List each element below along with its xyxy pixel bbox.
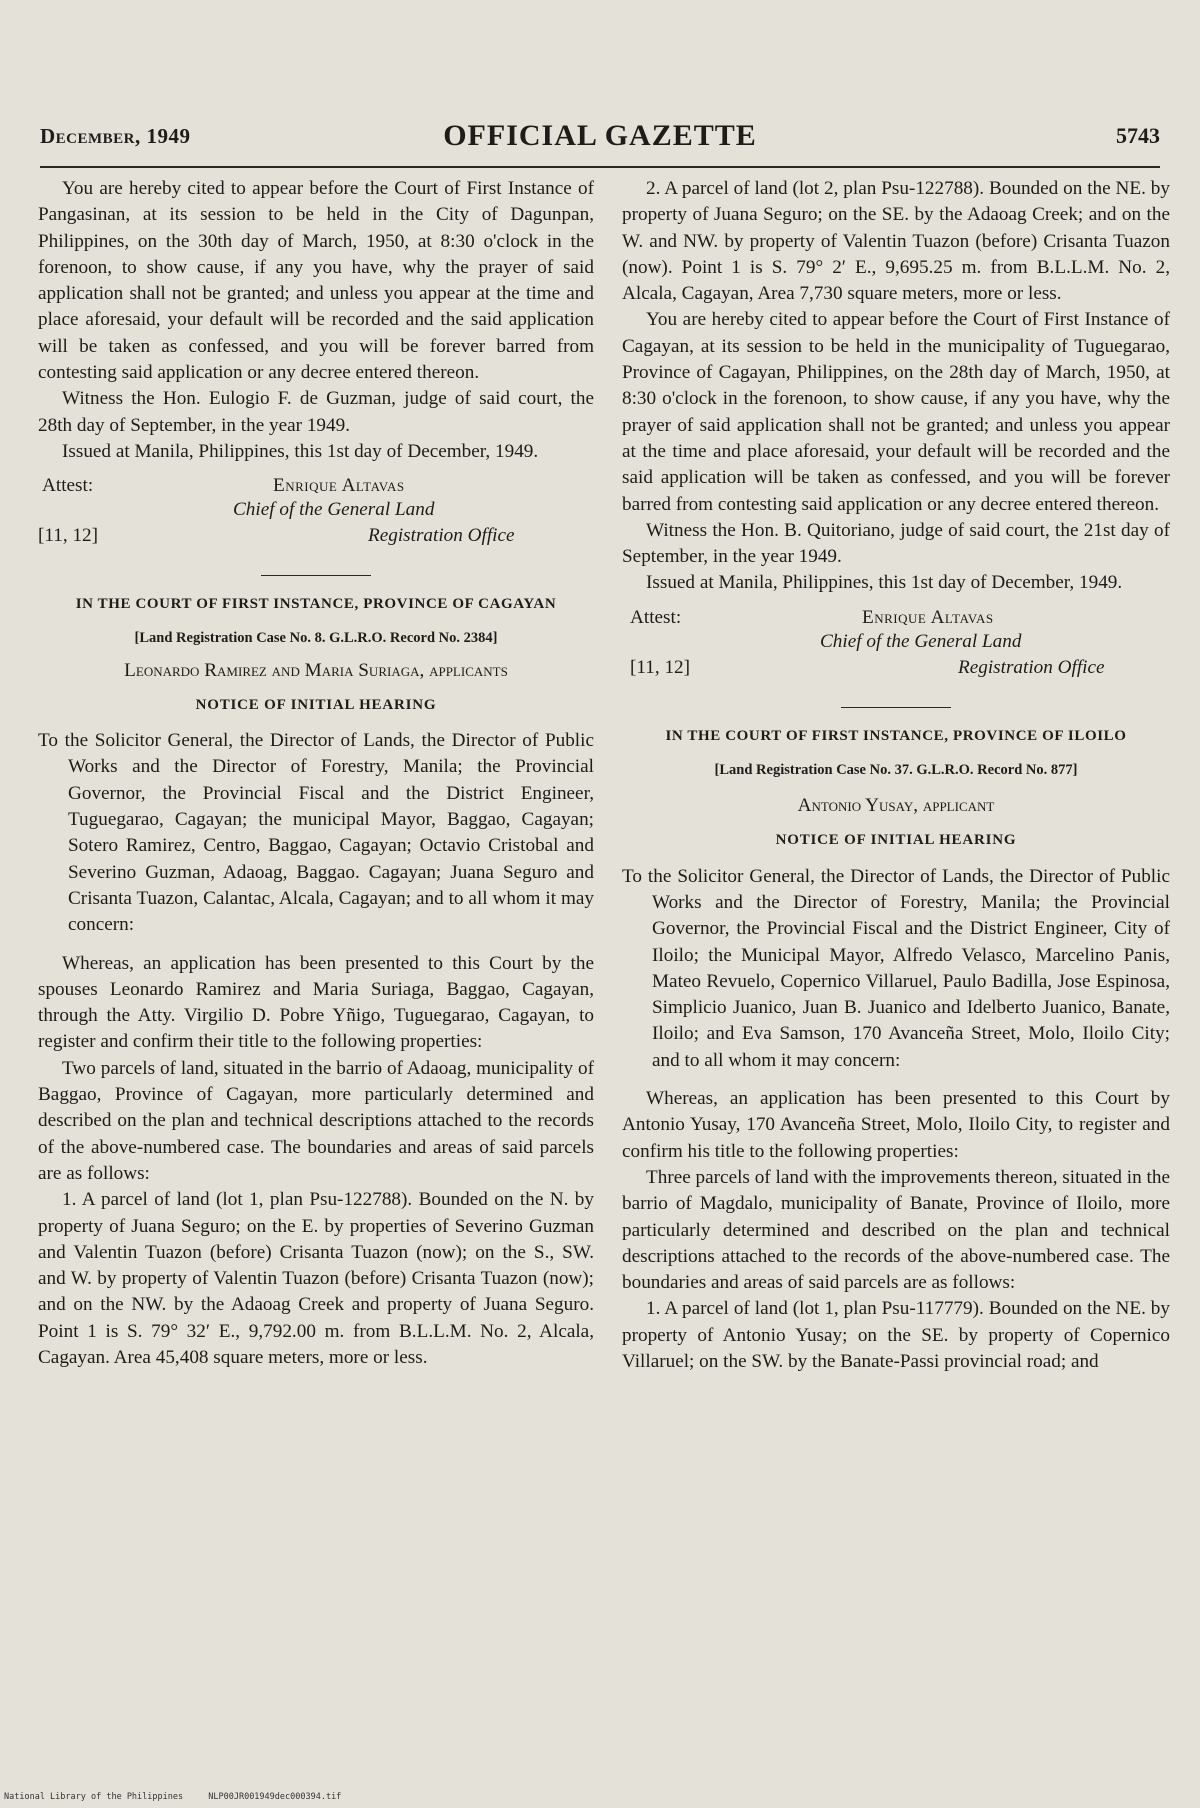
footer-source: National Library of the Philippines [4, 1792, 184, 1802]
paragraph-witness: Witness the Hon. B. Quitoriano, judge of said court, the 21st day of September, in the year 1949. [622, 519, 1170, 568]
applicants: Leonardo Ramirez and Maria Suriaga, applicants [124, 659, 508, 681]
attest-office: Registration Office [368, 525, 515, 547]
case-number: [Land Registration Case No. 8. G.L.R.O. Record No. 2384] [134, 630, 498, 647]
section-divider [261, 575, 371, 576]
attest-title: Chief of the General Land [820, 630, 1022, 652]
attestation-block [38, 471, 594, 551]
paragraph-issued: Issued at Manila, Philippines, this 1st day of December, 1949. [646, 572, 1123, 594]
right-column [622, 176, 1170, 1375]
paragraph-parcels: Three parcels of land with the improvements thereon, situated in the barrio of Magdalo, municipality of Banate, Province of Iloilo, more particularly determined and described on the plan and technical descriptions attached to the records of the above-numbered case. The boundaries and areas of said parcels are as follows: [622, 1166, 1170, 1294]
paragraph-citation: You are hereby cited to appear before the Court of First Instance of Pangasinan, at its session to be held in the City of Dagunpan, Philippines, on the 30th day of March, 1950, at 8:30 o'clock in the forenoon, to show cause, if any you have, why the prayer of said application shall not be granted; and unless you appear at the time and place aforesaid, your default will be recorded and the said application will be taken as confessed, and you will be forever barred from contesting said application or any decree entered thereon. [38, 178, 594, 384]
attest-label: Attest: [630, 606, 682, 628]
applicant: Antonio Yusay, applicant [797, 795, 995, 817]
notice-heading: NOTICE OF INITIAL HEARING [775, 832, 1017, 849]
addressees: To the Solicitor General, the Director of Lands, the Director of Public Works and the Director of Forestry, Manila; the Provincial Governor, the Provincial Fiscal and the District Engineer, City of Iloilo; the Municipal Mayor, Alfredo Velasco, Marcelino Panis, Mateo Revuelo, Copernico Villaruel, Paulo Badilla, Jose Espinosa, Simplicio Juanico, Juan B. Juanico and Idelberto Juanico, Banate, Iloilo; and Eva Samson, 170 Avanceña Street, Molo, Iloilo City; and to all whom it may concern: [622, 865, 1170, 1071]
court-heading: IN THE COURT OF FIRST INSTANCE, PROVINCE OF ILOILO [665, 727, 1127, 744]
paragraph-issued: Issued at Manila, Philippines, this 1st day of December, 1949. [62, 440, 539, 462]
attest-name: Enrique Altavas [273, 475, 405, 497]
attestation-block [622, 603, 1170, 683]
page-header [40, 112, 1160, 160]
attest-name: Enrique Altavas [862, 606, 994, 628]
paragraph-citation: You are hereby cited to appear before the Court of First Instance of Cagayan, at its session to be held in the municipality of Tuguegarao, Province of Cagayan, Philippines, on the 28th day of March, 1950, at 8:30 o'clock in the forenoon, to show cause, if any you have, why the prayer of said application shall not be granted; and unless you appear at the time and place aforesaid, your default will be recorded and the said application will be taken as confessed, and you will be forever barred from contesting said application or any decree entered thereon. [622, 309, 1170, 515]
left-column [38, 176, 594, 1371]
notice-heading: NOTICE OF INITIAL HEARING [195, 696, 437, 713]
paragraph-lot-1: 1. A parcel of land (lot 1, plan Psu-117779). Bounded on the NE. by property of Antonio Yusay; on the SE. by property of Copernico Villaruel; on the SW. by the Banate-Passi provincial road; and [622, 1298, 1170, 1372]
attest-title: Chief of the General Land [233, 499, 435, 521]
attest-label: Attest: [42, 475, 94, 497]
paragraph-parcels: Two parcels of land, situated in the barrio of Adaoag, municipality of Baggao, Province of Cagayan, more particularly determined and described on the plan and technical descriptions attached to the records of the above-numbered case. The boundaries and areas of said parcels are as follows: [38, 1057, 594, 1184]
footer-filename: NLP00JR001949dec000394.tif [208, 1792, 342, 1802]
header-rule [40, 166, 1160, 168]
header-date: December, 1949 [40, 123, 191, 148]
paragraph-lot-1: 1. A parcel of land (lot 1, plan Psu-122788). Bounded on the N. by property of Juana Seguro; on the E. by properties of Severino Guzman and Valentin Tuazon (before) Crisanta Tuazon (now); on the S., SW. and W. by property of Valentin Tuazon (before) Crisanta Tuazon (now); and on the NW. by the Adaoag Creek and property of Juana Seguro. Point 1 is S. 79° 32′ E., 9,792.00 m. from B.L.L.M. No. 2, Alcala, Cagayan. Area 45,408 square meters, more or less. [38, 1189, 594, 1368]
attest-reference: [11, 12] [630, 656, 691, 678]
case-number: [Land Registration Case No. 37. G.L.R.O. Record No. 877] [714, 761, 1078, 778]
paragraph-lot-2: 2. A parcel of land (lot 2, plan Psu-122788). Bounded on the NE. by property of Juana Seguro; on the SE. by the Adaoag Creek; and on the W. and NW. by property of Valentin Tuazon (before) Crisanta Tuazon (now). Point 1 is S. 79° 2′ E., 9,695.25 m. from B.L.L.M. No. 2, Alcala, Cagayan, Area 7,730 square meters, more or less. [622, 178, 1170, 305]
header-title: OFFICIAL GAZETTE [443, 119, 757, 152]
section-divider [841, 707, 951, 708]
addressees: To the Solicitor General, the Director of Lands, the Director of Public Works and the Director of Forestry, Manila; the Provincial Governor, the Provincial Fiscal and the District Engineer, Tuguegarao, Cagayan; the municipal Mayor, Baggao, Cagayan; Sotero Ramirez, Centro, Baggao, Cagayan; Octavio Cristobal and Severino Guzman, Adaoag, Baggao. Cagayan; Juana Seguro and Crisanta Tuazon, Calantac, Alcala, Cagayan; and to all whom it may concern: [38, 730, 594, 936]
header-page-number: 5743 [1116, 123, 1160, 148]
court-heading: IN THE COURT OF FIRST INSTANCE, PROVINCE OF CAGAYAN [75, 596, 557, 613]
paragraph-witness: Witness the Hon. Eulogio F. de Guzman, judge of said court, the 28th day of September, in the year 1949. [38, 388, 594, 436]
scan-footer [4, 1792, 361, 1802]
attest-office: Registration Office [958, 656, 1105, 678]
attest-reference: [11, 12] [38, 525, 99, 547]
paragraph-whereas: Whereas, an application has been presented to this Court by the spouses Leonardo Ramirez and Maria Suriaga, Baggao, Cagayan, through the Atty. Virgilio D. Pobre Yñigo, Tuguegarao, Cagayan, to register and confirm their title to the following properties: [38, 952, 594, 1053]
paragraph-whereas: Whereas, an application has been presented to this Court by Antonio Yusay, 170 Avanceña Street, Molo, Iloilo City, to register and confirm his title to the following properties: [622, 1088, 1170, 1162]
